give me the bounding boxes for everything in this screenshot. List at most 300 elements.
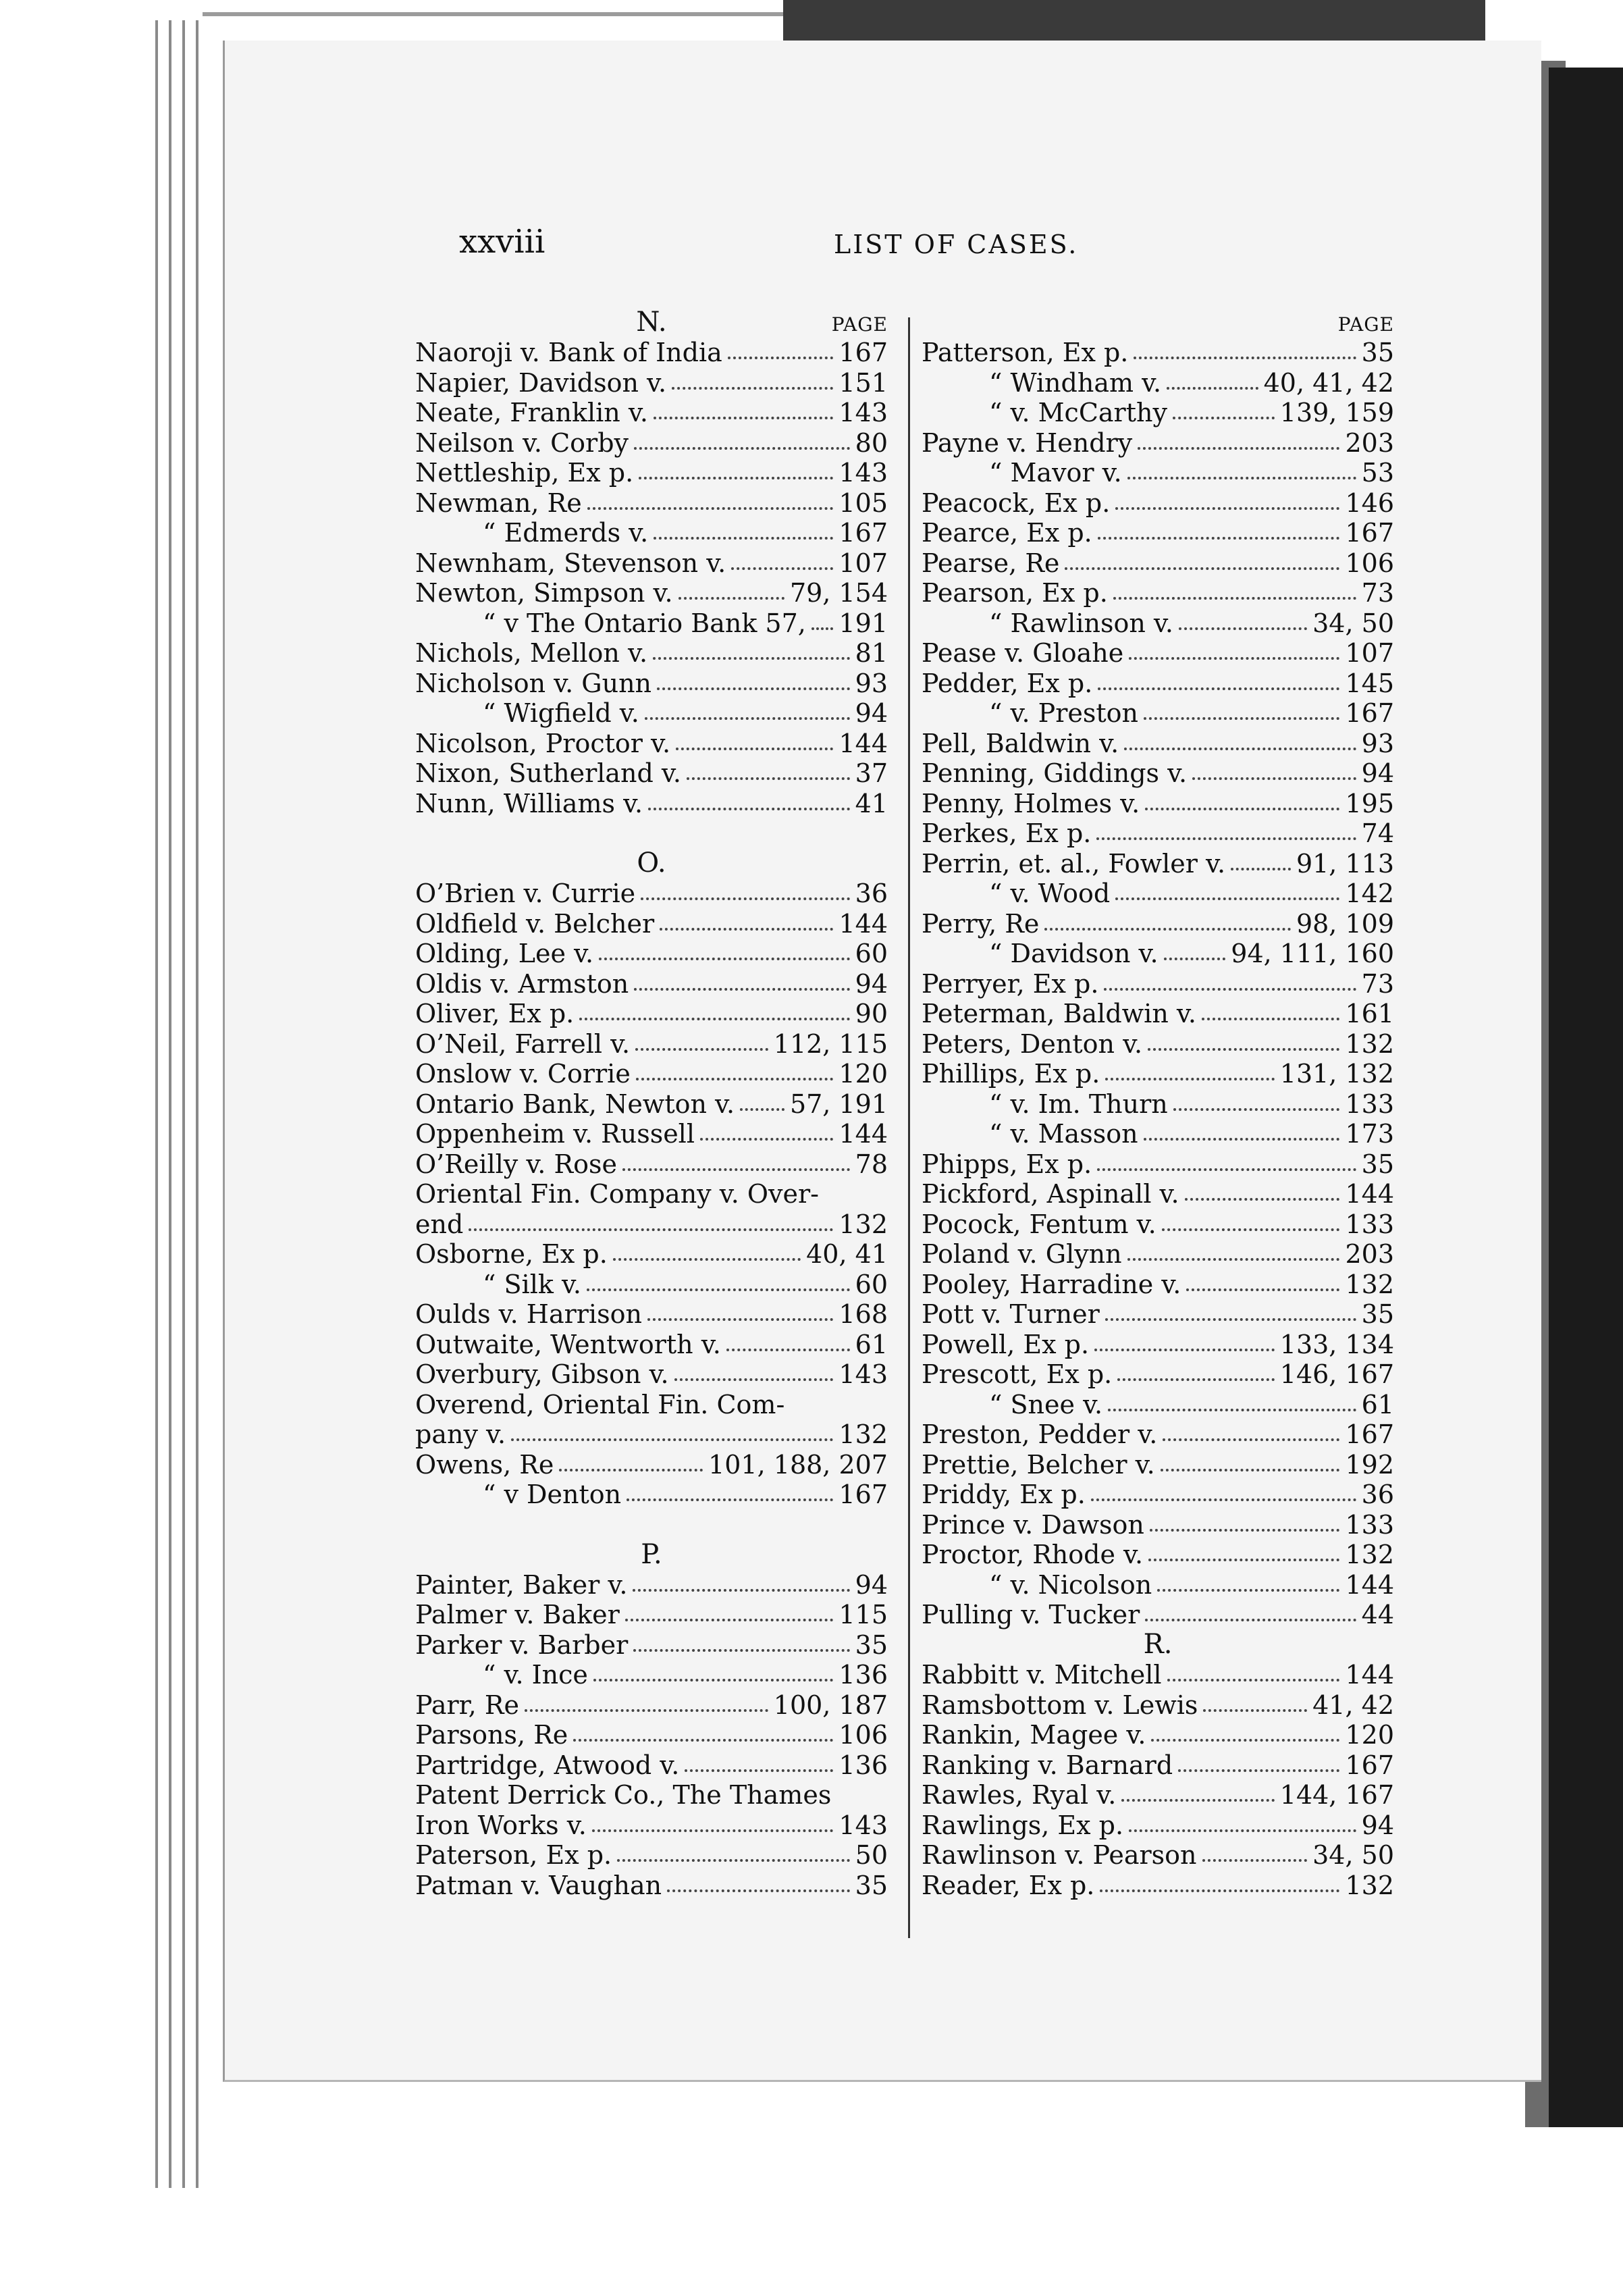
index-entry [922,1600,1394,1630]
page-reference: 145 [1345,668,1394,698]
dot-leader [1094,1349,1275,1351]
dot-leader [1115,507,1339,510]
index-entry [922,518,1394,548]
case-name: “ Rawlinson v. [989,608,1173,638]
dot-leader [587,1288,850,1291]
case-name: Pocock, Fentum v. [922,1209,1156,1239]
dot-leader [660,928,833,931]
case-name: Perry, Re [922,908,1040,939]
dot-leader [731,567,833,570]
case-name: Poland v. Glynn [922,1239,1122,1269]
case-name: Prettie, Belcher v. [922,1449,1155,1480]
dot-leader [559,1469,703,1471]
case-name: Nettleship, Ex p. [415,458,634,488]
dot-leader [1179,627,1307,630]
page-title: LIST OF CASES. [834,230,1079,259]
page-reference: 167 [1345,698,1394,728]
column-divider [908,317,910,1938]
case-name: Iron Works v. [415,1810,587,1840]
dot-leader [641,897,849,900]
dot-leader [1192,777,1356,780]
case-name: O’Neil, Farrell v. [415,1028,631,1059]
dot-leader [1117,1378,1275,1381]
page-reference: 105 [839,488,888,518]
dot-leader [1186,1288,1339,1291]
section-letter-text: O. [637,847,666,879]
index-entry [922,488,1394,518]
index-entry [415,1569,888,1600]
dot-leader [1129,1829,1356,1832]
index-entry [415,1329,888,1359]
case-name: end [415,1209,464,1239]
dot-leader [1148,1048,1339,1051]
page-reference: 195 [1345,788,1394,818]
case-name: Pulling v. Tucker [922,1600,1140,1629]
index-entry [415,1780,888,1810]
case-name: Preston, Pedder v. [922,1419,1158,1449]
case-name: Proctor, Rhode v. [922,1540,1144,1569]
dot-leader [653,657,850,660]
case-name: Nixon, Sutherland v. [415,758,681,788]
page-column-label: PAGE [1337,313,1394,336]
dot-leader [1104,988,1356,991]
dot-leader [667,1889,849,1892]
dot-leader [593,1679,834,1681]
case-name: Priddy, Ex p. [922,1480,1086,1509]
index-entry [922,879,1394,909]
page-reference: 203 [1345,427,1394,458]
page-reference: 139, 159 [1279,398,1394,427]
section-letter-text: P. [641,1538,662,1570]
case-name: Nicolson, Proctor v. [415,728,671,758]
case-name: Overbury, Gibson v. [415,1359,669,1389]
index-entry [922,1299,1394,1330]
page-reference: 132 [1345,1870,1394,1900]
page-edge [155,20,158,2188]
dot-leader [1129,657,1339,660]
index-entry [415,1239,888,1270]
dot-leader [1097,1168,1356,1171]
dot-leader [1148,1559,1339,1561]
dot-leader [1161,1469,1340,1471]
dot-leader [592,1829,834,1832]
index-entry [922,1209,1394,1239]
section-letter [415,307,888,338]
page-reference: 61 [855,1329,888,1359]
index-entry [415,1840,888,1871]
index-entry [415,788,888,818]
index-entry [922,1509,1394,1540]
dot-leader [633,1589,849,1592]
index-entry [922,1720,1394,1750]
page-reference: 112, 115 [773,1028,888,1059]
case-name: Perkes, Ex p. [922,818,1092,848]
dot-leader [1173,417,1275,419]
index-entry [922,1449,1394,1480]
page-reference: 167 [1345,1750,1394,1780]
case-name: Pedder, Ex p. [922,668,1093,698]
case-name: Pearse, Re [922,548,1060,578]
page-reference: 41, 42 [1312,1690,1394,1720]
index-entry [415,638,888,669]
page-reference: 133, 134 [1279,1329,1394,1359]
dot-leader [1113,597,1356,600]
dot-leader [622,1168,850,1171]
dot-leader [587,507,834,510]
dot-leader [1121,1799,1274,1802]
index-entry [415,1449,888,1480]
case-name: Patent Derrick Co., The Thames [415,1780,832,1810]
page-reference: 173 [1345,1119,1394,1149]
case-name: “ Snee v. [989,1389,1103,1419]
case-name: “ v. Nicolson [989,1569,1152,1600]
running-head [459,223,1472,270]
page-reference: 144 [839,908,888,939]
case-name: “ Windham v. [989,367,1162,398]
page-edge [169,20,171,2188]
page-reference: 133 [1345,1209,1394,1239]
index-entry [922,367,1394,398]
page-edge [196,20,198,2188]
dot-leader [1145,1619,1356,1621]
section-letter [415,1540,888,1570]
case-name: Napier, Davidson v. [415,367,667,398]
case-name: Oldfield v. Belcher [415,908,655,939]
index-entry [415,458,888,488]
page-reference: 146, 167 [1279,1359,1394,1389]
page-reference: 78 [855,1149,888,1179]
case-name: “ v The Ontario Bank 57, [483,608,806,638]
page-reference: 35 [855,1870,888,1900]
dot-leader [679,597,784,600]
index-entry [415,939,888,969]
index-entry [922,1569,1394,1600]
case-name: Pooley, Harradine v. [922,1269,1181,1299]
index-entry [415,879,888,909]
book-cover-edge [783,0,1485,41]
index-entry [922,1810,1394,1840]
page-reference: 101, 188, 207 [708,1449,888,1480]
page-reference: 120 [839,1059,888,1089]
section-letter-text: R. [1143,1629,1173,1660]
page-reference: 133 [1345,1089,1394,1119]
index-entry [415,698,888,729]
dot-leader [1157,1589,1339,1592]
case-name: Newnham, Stevenson v. [415,548,726,578]
case-name: “ Davidson v. [989,939,1159,968]
index-entry [415,518,888,548]
dot-leader [1124,748,1356,750]
dot-leader [674,1378,834,1381]
page-reference: 115 [839,1600,888,1629]
dot-leader [1105,1078,1274,1080]
dot-leader [625,1619,834,1621]
case-name: “ v. Wood [989,879,1111,908]
case-name: Peterman, Baldwin v. [922,999,1196,1028]
case-name: Oldis v. Armston [415,968,629,999]
dot-leader [645,717,850,720]
dot-leader [1164,958,1226,960]
case-name: Rawlings, Ex p. [922,1810,1124,1840]
dot-leader [627,1498,833,1501]
case-name: Peters, Denton v. [922,1028,1143,1059]
case-name: Nunn, Williams v. [415,788,643,818]
dot-leader [726,1349,850,1351]
dot-leader [1145,808,1339,810]
case-name: Parker v. Barber [415,1629,629,1660]
page-reference: 167 [1345,1419,1394,1449]
case-name: “ Silk v. [483,1269,581,1299]
page-reference: 73 [1361,578,1394,608]
index-entry [415,999,888,1029]
index-entry [415,1750,888,1780]
page-reference: 94 [1361,758,1394,788]
page-reference: 132 [1345,1028,1394,1059]
case-name: Patterson, Ex p. [922,338,1129,367]
dot-leader [685,1769,833,1772]
index-entry [922,578,1394,608]
section-letter [415,848,888,879]
section-letter [922,307,1394,338]
case-name: Newman, Re [415,488,582,518]
index-entry [922,1480,1394,1510]
case-name: Ranking v. Barnard [922,1750,1173,1780]
index-entry [415,367,888,398]
case-name: Pearce, Ex p. [922,518,1092,548]
dot-leader [634,988,849,991]
case-name: Paterson, Ex p. [415,1840,612,1870]
page-reference: 40, 41, 42 [1263,367,1394,398]
page-reference: 35 [855,1629,888,1660]
index-entry [415,578,888,608]
index-entry [922,908,1394,939]
case-name: Osborne, Ex p. [415,1239,608,1269]
page-reference: 167 [839,518,888,548]
case-name: Ramsbottom v. Lewis [922,1690,1198,1720]
case-name: Prescott, Ex p. [922,1359,1113,1389]
page-reference: 81 [855,638,888,668]
dot-leader [579,1018,849,1020]
page-reference: 36 [1361,1480,1394,1509]
page-reference: 143 [839,458,888,488]
case-name: Penny, Holmes v. [922,788,1140,818]
dot-leader [654,417,834,419]
dot-leader [469,1228,833,1231]
case-name: Rabbitt v. Mitchell [922,1660,1162,1690]
case-name: Naoroji v. Bank of India [415,338,722,367]
page-reference: 203 [1345,1239,1394,1269]
index-entry [922,427,1394,458]
page-reference: 144, 167 [1279,1780,1394,1810]
case-name: Penning, Giddings v. [922,758,1188,788]
page-reference: 161 [1345,999,1394,1028]
page-reference: 143 [839,1810,888,1840]
page-reference: 50 [855,1840,888,1870]
page-reference: 41 [855,788,888,818]
page-reference: 35 [1361,1149,1394,1179]
page-reference: 35 [1361,338,1394,367]
index-entry [922,758,1394,789]
index-entry [415,1269,888,1299]
case-name: “ v. Masson [989,1119,1138,1149]
page-reference: 60 [855,1269,888,1299]
page-reference: 144 [839,1119,888,1149]
index-entry [922,548,1394,578]
page-number: xxviii [459,223,546,261]
index-entry [415,1359,888,1390]
index-entry [415,1028,888,1059]
dot-leader [1202,1018,1340,1020]
index-entry [415,1059,888,1089]
case-name: Pell, Baldwin v. [922,728,1119,758]
index-entry [415,728,888,758]
case-name: Ontario Bank, Newton v. [415,1089,735,1119]
dot-leader [1144,1138,1340,1141]
dot-leader [654,537,833,540]
dot-leader [613,1258,801,1261]
index-entry [922,698,1394,729]
dot-leader [1134,357,1356,359]
index-entry [922,338,1394,368]
index-entry [922,1419,1394,1450]
index-entry [922,1660,1394,1690]
page-reference: 142 [1345,879,1394,908]
page-reference: 94, 111, 160 [1231,939,1394,968]
dot-leader [1098,687,1339,690]
case-name: Outwaite, Wentworth v. [415,1329,721,1359]
dot-leader [1144,717,1340,720]
dot-leader [633,1649,849,1652]
page-reference: 136 [839,1660,888,1690]
dot-leader [1091,1498,1356,1501]
left-column [415,307,888,1900]
page-edge [182,20,185,2188]
page-reference: 132 [839,1209,888,1239]
index-entry [415,1480,888,1510]
page-reference: 80 [855,427,888,458]
section-letter [922,1629,1394,1660]
index-entry [415,608,888,638]
index-entry [415,1600,888,1630]
page-reference: 44 [1361,1600,1394,1629]
page-reference: 35 [1361,1299,1394,1329]
case-name: “ v Denton [483,1480,622,1509]
case-name: Olding, Lee v. [415,939,594,968]
index-entry [922,1389,1394,1419]
index-entry [415,968,888,999]
case-name: Onslow v. Corrie [415,1059,631,1089]
page-reference: 100, 187 [773,1690,888,1720]
page-reference: 37 [855,758,888,788]
case-name: “ Mavor v. [989,458,1122,488]
dot-leader [635,1048,768,1051]
case-name: Rawlinson v. Pearson [922,1840,1197,1870]
dot-leader [657,687,850,690]
dot-leader [647,1318,834,1321]
index-entry [922,1179,1394,1209]
case-name: “ Wigfield v. [483,698,639,728]
section-letter-text: N. [636,307,667,338]
index-entry [415,1690,888,1720]
dot-leader [617,1859,850,1862]
page-reference: 151 [839,367,888,398]
case-name: Perryer, Ex p. [922,968,1099,999]
case-name: Pickford, Aspinall v. [922,1179,1179,1209]
case-name: Phipps, Ex p. [922,1149,1092,1179]
page-reference: 94 [1361,1810,1394,1840]
dot-leader [1163,1438,1339,1441]
dot-leader [1127,477,1356,479]
dot-leader [812,627,834,630]
page-reference: 146 [1345,488,1394,518]
page-reference: 60 [855,939,888,968]
page-reference: 57, 191 [789,1089,888,1119]
index-entry [415,758,888,789]
index-entry [922,1329,1394,1359]
case-name: Powell, Ex p. [922,1329,1090,1359]
dot-leader [740,1108,784,1111]
page-reference: 143 [839,1359,888,1389]
index-entry [922,939,1394,969]
index-entry [415,1149,888,1179]
dot-leader [573,1739,833,1742]
case-name: Perrin, et. al., Fowler v. [922,848,1226,879]
case-name: Pease v. Gloahe [922,638,1124,668]
dot-leader [1167,387,1258,390]
case-name: Prince v. Dawson [922,1509,1144,1540]
case-name: “ v. Preston [989,698,1138,728]
page-reference: 132 [1345,1269,1394,1299]
dot-leader [1185,1198,1340,1201]
case-name: Oriental Fin. Company v. Over- [415,1179,819,1209]
page-reference: 144 [1345,1569,1394,1600]
index-entry [415,1389,888,1419]
index-entry [415,1660,888,1690]
page-reference: 61 [1361,1389,1394,1419]
dot-leader [1178,1769,1339,1772]
index-entry [922,1059,1394,1089]
case-name: “ v. Ince [483,1660,588,1690]
case-name: Peacock, Ex p. [922,488,1111,518]
page-reference: 136 [839,1750,888,1780]
case-name: Reader, Ex p. [922,1870,1095,1900]
index-entry [415,1870,888,1900]
dot-leader [700,1138,833,1141]
page-column-label: PAGE [831,313,888,336]
index-entry [922,1028,1394,1059]
case-name: Owens, Re [415,1449,554,1480]
page-reference: 98, 109 [1296,908,1394,939]
case-name: “ Edmerds v. [483,518,649,548]
dot-leader [1098,537,1340,540]
case-name: O’Reilly v. Rose [415,1149,617,1179]
case-name: Nichols, Mellon v. [415,638,648,668]
case-name: Rankin, Magee v. [922,1720,1146,1750]
dot-leader [1173,1108,1340,1111]
index-entry [922,1239,1394,1270]
dot-leader [1127,1258,1340,1261]
index-entry [922,1870,1394,1900]
page-reference: 144 [1345,1660,1394,1690]
page-reference: 133 [1345,1509,1394,1540]
dot-leader [1065,567,1339,570]
index-entry [415,1179,888,1209]
case-name: Partridge, Atwood v. [415,1750,680,1780]
page-reference: 90 [855,999,888,1028]
page-reference: 167 [839,338,888,367]
page-reference: 74 [1361,818,1394,848]
index-entry [922,608,1394,638]
